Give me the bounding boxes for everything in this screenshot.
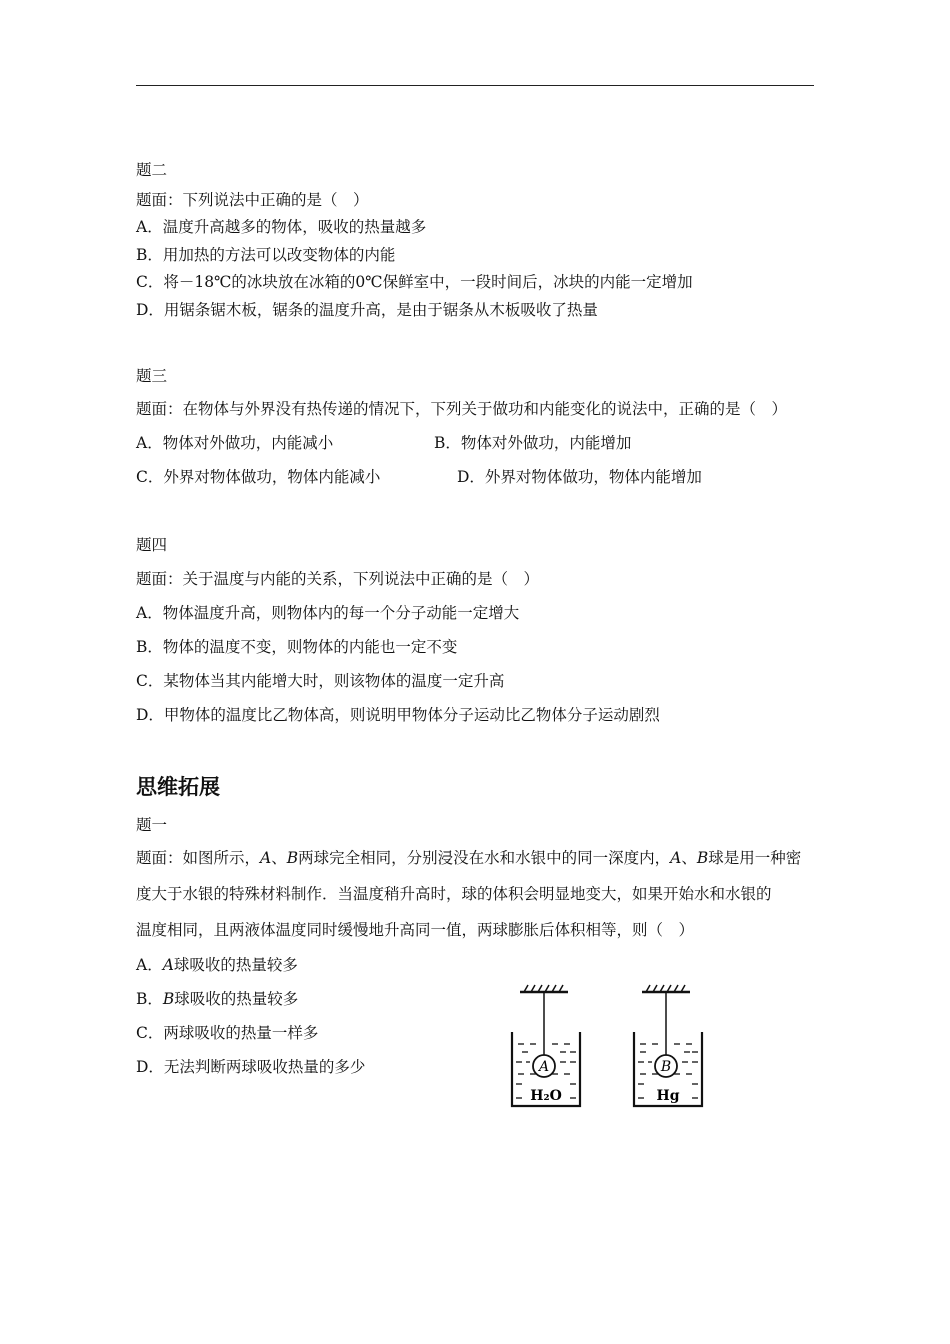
q3-option-d: D．外界对物体做功，物体内能增加: [457, 468, 702, 486]
q5-stem-mid: 两球完全相同，分别浸没在水和水银中的同一深度内，: [298, 849, 671, 867]
q2-option-c: C．将－18℃的冰块放在冰箱的0℃保鲜室中，一段时间后，冰块的内能一定增加: [136, 273, 693, 291]
q3-option-c: C．外界对物体做功，物体内能减小: [136, 468, 381, 486]
q5-b-prefix: B．: [136, 990, 163, 1008]
q5-ball-a2: A: [670, 849, 682, 867]
q4-option-c: C．某物体当其内能增大时，则该物体的温度一定升高: [136, 672, 505, 690]
liquid-right-label: Hg: [656, 1088, 680, 1104]
ball-a-label: A: [538, 1059, 550, 1075]
header-rule: [136, 85, 814, 86]
q4-option-d: D．甲物体的温度比乙物体高，则说明甲物体分子运动比乙物体分子运动剧烈: [136, 706, 660, 724]
q5-option-b: [136, 989, 298, 1009]
q3-stem: 题面：在物体与外界没有热传递的情况下，下列关于做功和内能变化的说法中，正确的是（ ）: [136, 400, 788, 418]
q5-stem-line3: 温度相同，且两液体温度同时缓慢地升高同一值，两球膨胀后体积相等，则（ ）: [136, 921, 695, 939]
q2-option-a: A．温度升高越多的物体，吸收的热量越多: [136, 218, 427, 236]
ball-b-label: B: [660, 1059, 672, 1075]
q4-label: 题四: [136, 536, 168, 554]
q5-sep: 、: [271, 849, 287, 867]
q5-stem-end: 球是用一种密: [708, 849, 802, 867]
q2-option-b: B．用加热的方法可以改变物体的内能: [136, 246, 396, 264]
q5-a-text: 球吸收的热量较多: [173, 956, 298, 974]
q5-a-ball: A: [162, 956, 174, 974]
q5-option-a: [136, 955, 298, 975]
q3-label: 题三: [136, 367, 168, 385]
q5-ball-a: A: [260, 849, 272, 867]
q5-sep2: 、: [681, 849, 697, 867]
q5-b-text: 球吸收的热量较多: [174, 990, 299, 1008]
q5-stem-line1: [136, 848, 801, 868]
q3-option-b: B．物体对外做功，内能增加: [434, 434, 632, 452]
q5-ball-b: B: [286, 849, 299, 867]
q5-b-ball: B: [162, 990, 175, 1008]
liquid-left-label: H₂O: [530, 1088, 562, 1104]
q5-stem-prefix: 题面：如图所示，: [136, 849, 261, 867]
q2-option-d: D．用锯条锯木板，锯条的温度升高，是由于锯条从木板吸收了热量: [136, 301, 598, 319]
q4-stem: 题面：关于温度与内能的关系，下列说法中正确的是（ ）: [136, 570, 540, 588]
q5-option-c: C．两球吸收的热量一样多: [136, 1024, 319, 1042]
q5-a-prefix: A．: [136, 956, 163, 974]
q4-option-b: B．物体的温度不变，则物体的内能也一定不变: [136, 638, 458, 656]
q5-option-d: D．无法判断两球吸收热量的多少: [136, 1058, 366, 1076]
q5-stem-line2: 度大于水银的特殊材料制作．当温度稍升高时，球的体积会明显地变大，如果开始水和水银的: [136, 885, 772, 903]
right-beaker: [634, 985, 702, 1106]
q2-stem: 题面：下列说法中正确的是（ ）: [136, 191, 369, 209]
beakers-figure: [500, 982, 720, 1112]
q2-label: 题二: [136, 161, 168, 179]
section-title: 思维拓展: [136, 775, 220, 799]
left-beaker: [512, 985, 580, 1106]
q5-ball-b2: B: [696, 849, 709, 867]
q3-option-a: A．物体对外做功，内能减小: [136, 434, 334, 452]
q5-label: 题一: [136, 816, 168, 834]
q4-option-a: A．物体温度升高，则物体内的每一个分子动能一定增大: [136, 604, 520, 622]
